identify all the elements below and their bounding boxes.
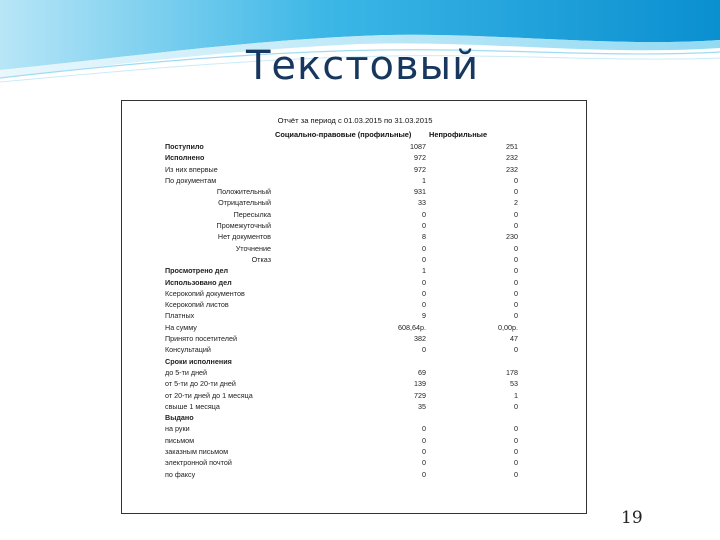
row-label: Исполнено <box>165 153 205 163</box>
row-label: Консультаций <box>165 345 211 355</box>
row-label: Нет документов <box>217 232 271 242</box>
value-social: 0 <box>422 243 426 253</box>
row-label: свыше 1 месяца <box>165 401 220 411</box>
table-row <box>122 423 588 434</box>
value-social: 0 <box>422 458 426 468</box>
row-label: Пересылка <box>233 209 271 219</box>
value-social: 729 <box>414 390 426 400</box>
row-label: На сумму <box>165 322 197 332</box>
value-social: 139 <box>414 379 426 389</box>
value-nonprofile: 0 <box>514 424 518 434</box>
row-label: Положительный <box>216 187 271 197</box>
value-nonprofile: 232 <box>506 164 518 174</box>
value-nonprofile: 0 <box>514 401 518 411</box>
value-nonprofile: 47 <box>510 334 518 344</box>
value-nonprofile: 0 <box>514 277 518 287</box>
value-social: 9 <box>422 311 426 321</box>
table-row <box>122 356 588 367</box>
value-social: 35 <box>418 401 426 411</box>
table-row <box>122 469 588 480</box>
row-label: Платных <box>165 311 195 321</box>
table-row <box>122 446 588 457</box>
column-header-social: Социально-правовые (профильные) <box>275 130 412 139</box>
value-social: 0 <box>422 469 426 479</box>
report-table <box>122 141 588 480</box>
table-row <box>122 254 588 265</box>
value-nonprofile: 1 <box>514 390 518 400</box>
value-social: 382 <box>414 334 426 344</box>
row-label: Отказ <box>251 254 271 264</box>
value-nonprofile: 0 <box>514 254 518 264</box>
value-nonprofile: 232 <box>506 153 518 163</box>
slide-title: Текстовый <box>246 43 480 89</box>
table-row <box>122 344 588 355</box>
value-social: 0 <box>422 435 426 445</box>
table-row <box>122 152 588 163</box>
value-nonprofile: 251 <box>506 142 518 151</box>
row-label: Выдано <box>165 413 194 423</box>
value-nonprofile: 0 <box>514 345 518 355</box>
row-label: заказным письмом <box>165 447 229 457</box>
row-label: Принято посетителей <box>165 334 237 344</box>
value-nonprofile: 2 <box>514 198 518 208</box>
value-social: 0 <box>422 277 426 287</box>
table-row <box>122 141 588 152</box>
value-nonprofile: 0 <box>514 435 518 445</box>
value-nonprofile: 0 <box>514 187 518 197</box>
value-social: 0 <box>422 345 426 355</box>
value-nonprofile: 0 <box>514 311 518 321</box>
report-image <box>121 100 587 514</box>
value-nonprofile: 0 <box>514 209 518 219</box>
value-social: 69 <box>418 367 426 377</box>
table-row <box>122 367 588 378</box>
value-social: 8 <box>422 232 426 242</box>
value-nonprofile: 0 <box>514 458 518 468</box>
table-row <box>122 299 588 310</box>
value-social: 931 <box>414 187 426 197</box>
value-social: 0 <box>422 447 426 457</box>
value-social: 608,64р. <box>398 322 426 332</box>
table-row <box>122 277 588 288</box>
value-nonprofile: 0 <box>514 266 518 276</box>
table-row <box>122 231 588 242</box>
value-nonprofile: 178 <box>506 367 518 377</box>
row-label: По документам <box>165 175 217 185</box>
value-social: 0 <box>422 288 426 298</box>
value-social: 33 <box>418 198 426 208</box>
value-nonprofile: 0 <box>514 221 518 231</box>
table-row <box>122 164 588 175</box>
row-label: Сроки исполнения <box>165 356 232 366</box>
value-social: 1 <box>422 266 426 276</box>
row-label: Из них впервые <box>165 164 218 174</box>
row-label: Поступило <box>165 142 204 151</box>
table-row <box>122 333 588 344</box>
table-row <box>122 197 588 208</box>
row-label: Просмотрено дел <box>165 266 229 276</box>
value-nonprofile: 0 <box>514 300 518 310</box>
value-social: 0 <box>422 221 426 231</box>
table-row <box>122 265 588 276</box>
row-label: на руки <box>165 424 190 434</box>
value-social: 972 <box>414 153 426 163</box>
value-social: 0 <box>422 300 426 310</box>
value-social: 1087 <box>410 142 426 151</box>
value-nonprofile: 0 <box>514 447 518 457</box>
row-label: по факсу <box>165 469 196 479</box>
table-row <box>122 220 588 231</box>
table-row <box>122 401 588 412</box>
table-row <box>122 390 588 401</box>
row-label: от 20-ти дней до 1 месяца <box>165 390 253 400</box>
value-nonprofile: 0 <box>514 175 518 185</box>
row-label: Использовано дел <box>165 277 232 287</box>
row-label: от 5-ти до 20-ти дней <box>165 379 236 389</box>
table-row <box>122 457 588 468</box>
row-label: Ксерокопий листов <box>165 300 229 310</box>
table-row <box>122 412 588 423</box>
value-nonprofile: 53 <box>510 379 518 389</box>
value-social: 972 <box>414 164 426 174</box>
value-nonprofile: 0,00р. <box>498 322 518 332</box>
table-row <box>122 288 588 299</box>
table-row <box>122 378 588 389</box>
table-row <box>122 435 588 446</box>
table-row <box>122 310 588 321</box>
table-row <box>122 243 588 254</box>
value-nonprofile: 230 <box>506 232 518 242</box>
value-social: 1 <box>422 175 426 185</box>
value-nonprofile: 0 <box>514 243 518 253</box>
row-label: письмом <box>165 435 195 445</box>
value-social: 0 <box>422 424 426 434</box>
value-nonprofile: 0 <box>514 469 518 479</box>
value-nonprofile: 0 <box>514 288 518 298</box>
row-label: Отрицательный <box>218 198 271 208</box>
row-label: Уточнение <box>235 243 271 253</box>
row-label: электронной почтой <box>165 458 232 468</box>
row-label: Ксерокопий документов <box>165 288 245 298</box>
value-social: 0 <box>422 209 426 219</box>
table-row <box>122 209 588 220</box>
row-label: до 5-ти дней <box>165 367 208 377</box>
column-header-nonprofile: Непрофильные <box>429 130 488 139</box>
report-title: Отчёт за период с 01.03.2015 по 31.03.2015 <box>277 116 433 125</box>
row-label: Промежуточный <box>216 221 271 231</box>
page-number: 19 <box>621 508 643 528</box>
table-row <box>122 322 588 333</box>
table-row <box>122 175 588 186</box>
table-row <box>122 186 588 197</box>
value-social: 0 <box>422 254 426 264</box>
